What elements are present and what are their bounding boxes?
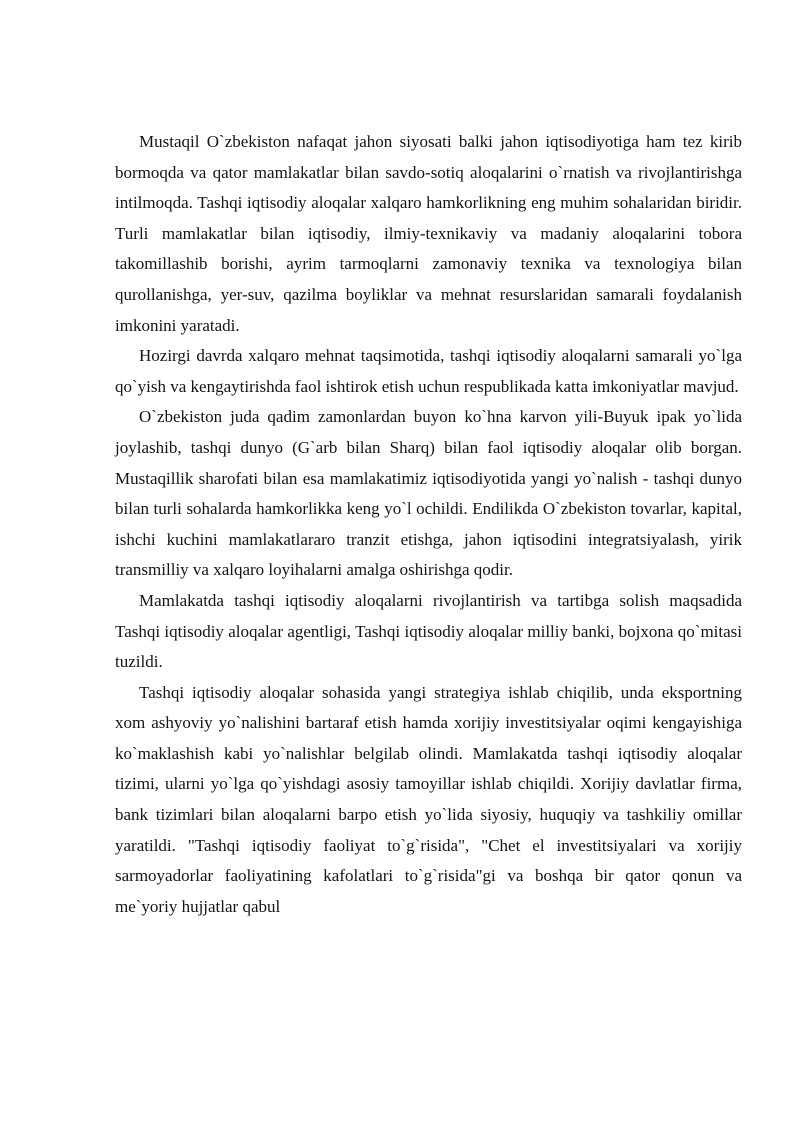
- paragraph-5: Tashqi iqtisodiy aloqalar sohasida yangi strategiya ishlab chiqilib, unda eksportning xom ashyoviy yo`nalishini bartaraf etish hamda xorijiy investitsiyalar oqimi kengayishiga ko`maklashish kabi yo`nalishlar belgilab olindi. Mamlakatda tashqi iqtisodiy aloqalar tizimi, ularni yo`lga qo`yishdagi asosiy tamoyillar ishlab chiqildi. Xorijiy davlatlar firma, bank tizimlari bilan aloqalarni barpo etish yo`lida siyosiy, huquqiy va tashkiliy omillar yaratildi. "Tashqi iqtisodiy faoliyat to`g`risida", "Chet el investitsiyalari va xorijiy sarmoyadorlar faoliyatining kafolatlari to`g`risida"gi va boshqa bir qator qonun va me`yoriy hujjatlar qabul: [115, 682, 742, 916]
- paragraph-1: Mustaqil O`zbekiston nafaqat jahon siyosati balki jahon iqtisodiyotiga ham tez kirib bormoqda va qator mamlakatlar bilan savdo-sotiq aloqalarini o`rnatish va rivojlantirishga intilmoqda. Tashqi iqtisodiy aloqalar xalqaro hamkorlikning eng muhim sohalaridan biridir. Turli mamlakatlar bilan iqtisodiy, ilmiy-texnikaviy va madaniy aloqalarini tobora takomillashib borishi, ayrim tarmoqlarni zamonaviy texnika va texnologiya bilan qurollanishga, yer-suv, qazilma boyliklar va mehnat resurslaridan samarali foydalanish imkonini yaratadi.: [115, 132, 742, 335]
- paragraph-3: O`zbekiston juda qadim zamonlardan buyon ko`hna karvon yili-Buyuk ipak yo`lida joylashib, tashqi dunyo (G`arb bilan Sharq) bilan faol iqtisodiy aloqalar olib borgan. Mustaqillik sharofati bilan esa mamlakatimiz iqtisodiyotida yangi yo`nalish - tashqi dunyo bilan turli sohalarda hamkorlikka keng yo`l ochildi. Endilikda O`zbekiston tovarlar, kapital, ishchi kuchini mamlakatlararo tranzit etishga, jahon iqtisodini integratsiyalash, yirik transmilliy va xalqaro loyihalarni amalga oshirishga qodir.: [115, 407, 742, 580]
- paragraph-4: Mamlakatda tashqi iqtisodiy aloqalarni rivojlantirish va tartibga solish maqsadida Tashqi iqtisodiy aloqalar agentligi, Tashqi iqtisodiy aloqalar milliy banki, bojxona qo`mitasi tuzildi.: [115, 590, 742, 672]
- document-page: [115, 127, 742, 922]
- paragraph-2: Hozirgi davrda xalqaro mehnat taqsimotida, tashqi iqtisodiy aloqalarni samarali yo`lga qo`yish va kengaytirishda faol ishtirok etish uchun respublikada katta imkoniyatlar mavjud.: [115, 346, 742, 396]
